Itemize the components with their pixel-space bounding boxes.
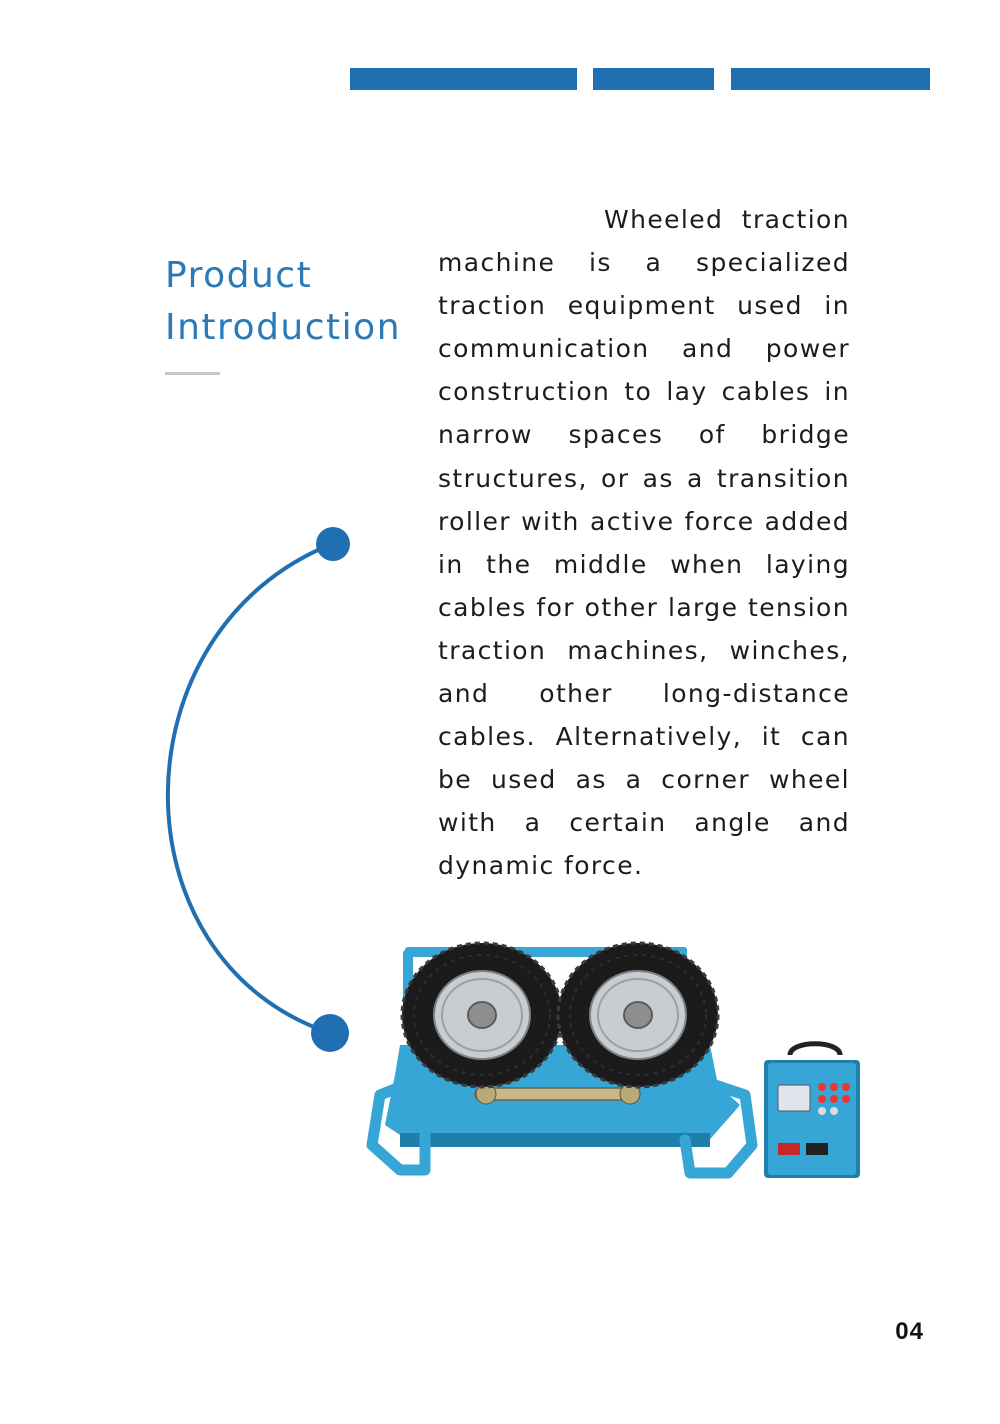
control-box xyxy=(764,1044,860,1178)
tire-right xyxy=(558,943,718,1087)
product-image xyxy=(360,935,870,1185)
section-title-line1: Product xyxy=(165,255,313,296)
intro-paragraph: Wheeled traction machine is a specialized traction equipment used in communication and power construction to lay cables in narrow spaces of bridge structures, or as a transition roller with active force added in the middle when laying cables for other large tension traction machines, winches, and other long-distance cables. Alternatively, it can be used as a corner wheel with a certain angle and dynamic force. xyxy=(438,205,850,881)
section-title-line2: Introduction xyxy=(165,307,402,348)
arc-dot-bottom xyxy=(311,1014,349,1052)
arc-dot-top xyxy=(316,527,350,561)
tire-left xyxy=(402,943,562,1087)
page-number: 04 xyxy=(895,1318,924,1345)
